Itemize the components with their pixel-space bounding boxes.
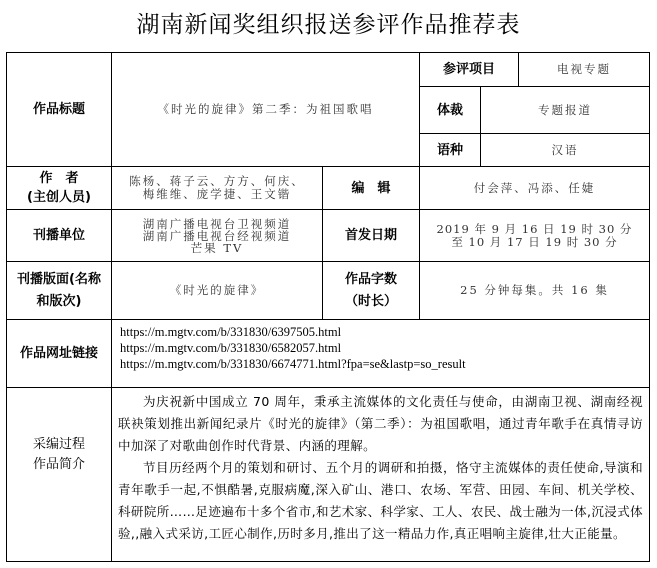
first-broadcast-date-label bbox=[322, 209, 420, 262]
url-link[interactable]: https://m.mgtv.com/b/331830/6582057.html bbox=[120, 341, 342, 355]
genre-label-text: 体裁 bbox=[436, 102, 463, 118]
broadcast-unit-label bbox=[6, 209, 112, 262]
editor-label-text: 编 辑 bbox=[351, 180, 391, 196]
url-link[interactable]: https://m.mgtv.com/b/331830/6674771.html?fpa=se&lastp=so_result bbox=[120, 357, 466, 371]
layout-edition-label-line1: 刊播版面(名称 bbox=[17, 271, 101, 287]
urls-value bbox=[111, 319, 650, 388]
duration-label-line1: 作品字数 bbox=[344, 271, 397, 287]
language-label bbox=[419, 133, 481, 167]
summary-label-line1: 采编过程 bbox=[32, 436, 85, 452]
broadcast-unit-value bbox=[111, 209, 323, 262]
summary-value bbox=[111, 387, 650, 562]
summary-label bbox=[6, 387, 112, 562]
broadcast-unit-line: 湖南广播电视台卫视频道 bbox=[142, 216, 292, 231]
duration-value-text: 25 分钟每集。共 16 集 bbox=[460, 283, 609, 297]
duration-value bbox=[419, 261, 650, 320]
date-line: 至 10 月 17 日 19 时 30 分 bbox=[451, 234, 618, 249]
category-value bbox=[518, 52, 650, 87]
date-line: 2019 年 9 月 16 日 19 时 30 分 bbox=[436, 221, 633, 236]
category-label-text: 参评项目 bbox=[442, 62, 495, 77]
author-label-line2: (主创人员) bbox=[27, 190, 91, 205]
layout-edition-label-line2: 和版次) bbox=[36, 293, 82, 309]
summary-label-line2: 作品简介 bbox=[32, 456, 85, 472]
language-value-text: 汉语 bbox=[551, 142, 579, 157]
work-title-text: 《时光的旋律》第二季：为祖国歌唱 bbox=[157, 102, 374, 116]
url-link[interactable]: https://m.mgtv.com/b/331830/6397505.html bbox=[120, 325, 342, 339]
editor-value-text: 付会萍、冯添、任婕 bbox=[473, 180, 596, 195]
category-value-text: 电视专题 bbox=[557, 62, 611, 76]
language-value bbox=[480, 133, 650, 167]
editor-value bbox=[419, 166, 650, 210]
editor-label bbox=[322, 166, 420, 210]
duration-label-line2: （时长） bbox=[344, 293, 397, 309]
work-title-label bbox=[6, 52, 112, 167]
layout-edition-value bbox=[111, 261, 323, 320]
author-line: 梅维维、庞学捷、王文锴 bbox=[142, 187, 292, 201]
broadcast-unit-line: 湖南广播电视台经视频道 bbox=[142, 228, 292, 243]
broadcast-unit-line: 芒果 TV bbox=[190, 240, 244, 255]
first-broadcast-date-value bbox=[419, 209, 650, 262]
work-title-value bbox=[111, 52, 420, 167]
first-broadcast-date-label-text: 首发日期 bbox=[344, 228, 397, 243]
work-title-label-text: 作品标题 bbox=[32, 102, 85, 117]
genre-label bbox=[419, 86, 481, 134]
genre-value-text: 专题报道 bbox=[538, 102, 592, 117]
urls-label bbox=[6, 319, 112, 388]
urls-label-text: 作品网址链接 bbox=[19, 346, 98, 361]
layout-edition-label bbox=[6, 261, 112, 320]
category-label bbox=[419, 52, 519, 87]
author-value bbox=[111, 166, 323, 210]
author-label-line1: 作 者 bbox=[39, 171, 79, 186]
duration-label bbox=[322, 261, 420, 320]
broadcast-unit-label-text: 刊播单位 bbox=[32, 228, 85, 243]
document-title: 湖南新闻奖组织报送参评作品推荐表 bbox=[136, 12, 521, 38]
summary-paragraph: 节目历经两个月的策划和研讨、五个月的调研和拍摄，恪守主流媒体的责任使命,导演和青年歌手一起,不惧酷暑,克服病魔,深入矿山、港口、农场、军营、田园、车间、机关学校、科研院所……足迹遍布十多个省市,和艺术家、科学家、工人、农民、战士融为一体,沉浸式体验,,融入式采访,工匠心制作,历时多月,推出了这一精品力作,真正唱响主旋律,壮大正能量。 bbox=[118, 460, 643, 541]
genre-value bbox=[480, 86, 650, 134]
language-label-text: 语种 bbox=[436, 142, 463, 158]
summary-paragraph: 为庆祝新中国成立 70 周年，秉承主流媒体的文化责任与使命，由湖南卫视、湖南经视联袂策划推出新闻纪录片《时光的旋律》（第二季）：为祖国歌唱，通过青年歌手在真情寻访中加深了对歌曲创作时代背景、内涵的理解。 bbox=[118, 394, 643, 453]
author-label bbox=[6, 166, 112, 210]
layout-edition-value-text: 《时光的旋律》 bbox=[169, 283, 265, 297]
author-line: 陈杨、蒋子云、方方、何庆、 bbox=[129, 174, 305, 188]
